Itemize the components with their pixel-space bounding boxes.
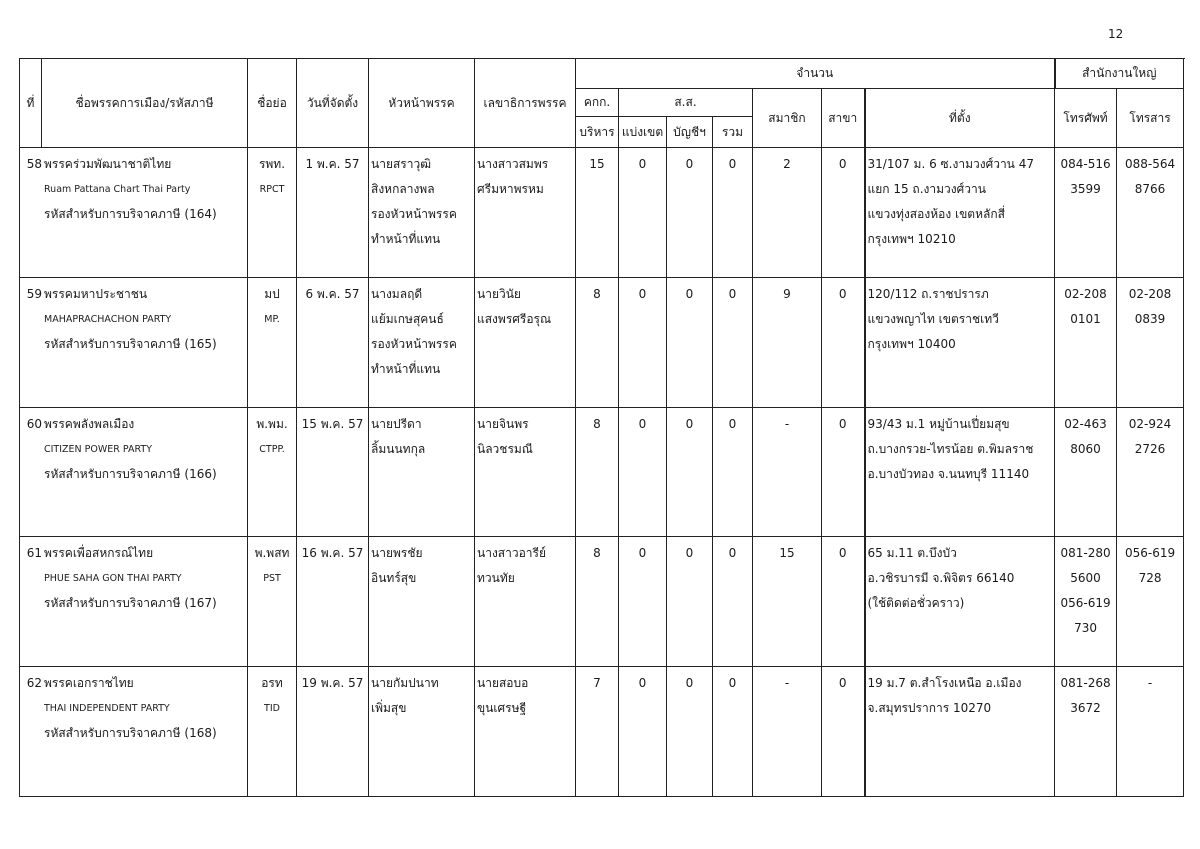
mp-district-value: 0 (638, 676, 647, 691)
mp-total-value: 0 (728, 546, 737, 561)
mp-district-cell (619, 667, 667, 797)
mp-total-cell (713, 148, 753, 278)
mp-total-value: 0 (728, 286, 737, 301)
abbr-cell (248, 407, 297, 537)
mp-district-cell (619, 148, 667, 278)
party-tax-code: รหัสสำหรับการบริจาคภาษี (165) (44, 336, 217, 351)
row-number: 61 (26, 546, 42, 561)
leader-line: ทำหน้าที่แทน (371, 232, 441, 246)
mp-list-cell (667, 407, 713, 537)
phone-line: 084-516 (1060, 157, 1111, 171)
secretary-line: ขุนเศรษฐี (477, 701, 527, 716)
committee-cell (576, 407, 619, 537)
mp-list-value: 0 (685, 157, 694, 171)
founded-cell (297, 277, 369, 407)
committee-cell (576, 277, 619, 407)
abbr-en: PST (263, 573, 281, 585)
branches-cell (822, 148, 865, 278)
committee-value: 8 (593, 416, 601, 431)
mp-list-cell (667, 148, 713, 278)
address-cell (865, 667, 1055, 797)
phone-line: 0101 (1070, 311, 1101, 326)
fax-line: 02-924 (1128, 416, 1172, 431)
branches-cell (822, 537, 865, 667)
founded-cell (297, 537, 369, 667)
leader-line: สิงหกลางพล (371, 182, 435, 196)
header-mp-group: ส.ส. (619, 89, 753, 117)
mp-district-value: 0 (638, 416, 647, 431)
party-name-th: พรรคเอกราชไทย (44, 676, 134, 691)
phone-cell (1055, 407, 1117, 537)
abbr-cell (248, 537, 297, 667)
header-members: สมาชิก (753, 89, 822, 148)
row-number-cell (20, 407, 248, 537)
mp-list-value: 0 (685, 676, 694, 691)
phone-line: 081-268 (1060, 676, 1111, 691)
address-line: 120/112 ถ.ราชปรารภ (867, 286, 989, 301)
header-hq-group: สำนักงานใหญ่ (1055, 59, 1184, 89)
fax-line: - (1147, 676, 1153, 691)
mp-total-cell (713, 407, 753, 537)
mp-list-value: 0 (685, 286, 694, 301)
abbr-en: MP. (264, 313, 280, 325)
party-name-en: MAHAPRACHACHON PARTY (44, 313, 172, 325)
leader-line: นางมลฤดี (371, 286, 423, 301)
mp-total-value: 0 (728, 157, 737, 171)
members-cell (753, 407, 822, 537)
secretary-line: แสงพรศรีอรุณ (477, 311, 552, 326)
abbr-cell (248, 277, 297, 407)
secretary-cell (475, 537, 576, 667)
branches-cell (822, 277, 865, 407)
header-phone: โทรศัพท์ (1055, 89, 1117, 148)
founded-cell (297, 667, 369, 797)
members-value: 9 (783, 286, 791, 301)
address-line: ถ.บางกรวย-ไทรน้อย ต.พิมลราช (867, 441, 1034, 456)
leader-cell (369, 407, 475, 537)
table-body (20, 148, 1184, 797)
mp-list-cell (667, 667, 713, 797)
phone-cell (1055, 537, 1117, 667)
committee-value: 15 (589, 157, 605, 171)
address-cell (865, 277, 1055, 407)
row-number: 60 (26, 416, 42, 431)
abbr-th: พ.พสท (254, 546, 290, 561)
fax-line: 056-619 (1124, 546, 1176, 561)
phone-line: 3672 (1070, 701, 1101, 716)
phone-cell (1055, 277, 1117, 407)
address-line: อ.บางบัวทอง จ.นนทบุรี 11140 (867, 466, 1030, 481)
address-line: 31/107 ม. 6 ซ.งามวงศ์วาน 47 (867, 157, 1034, 171)
fax-line: 728 (1138, 571, 1162, 586)
party-tax-code: รหัสสำหรับการบริจาคภาษี (164) (44, 207, 217, 221)
committee-cell (576, 148, 619, 278)
row-number-cell (20, 667, 248, 797)
phone-line: 730 (1074, 621, 1097, 636)
phone-cell (1055, 148, 1117, 278)
address-line: แขวงพญาไท เขตราชเทวี (867, 311, 999, 326)
header-mp-district: แบ่งเขต (619, 117, 667, 148)
branches-value: 0 (838, 286, 847, 301)
leader-line: รองหัวหน้าพรรค (371, 336, 457, 351)
leader-cell (369, 277, 475, 407)
fax-cell (1117, 277, 1184, 407)
phone-cell (1055, 667, 1117, 797)
abbr-th: มป (264, 286, 280, 301)
branches-value: 0 (838, 416, 847, 431)
party-name-th: พรรคร่วมพัฒนาชาติไทย (44, 157, 172, 171)
party-name-en: CITIZEN POWER PARTY (44, 443, 153, 455)
abbr-th: รพท. (258, 157, 286, 171)
leader-line: อินทร์สุข (371, 571, 417, 586)
abbr-cell (248, 148, 297, 278)
address-line: อ.วชิรบารมี จ.พิจิตร 66140 (867, 571, 1015, 586)
abbr-th: พ.พม. (256, 416, 288, 431)
abbr-en: CTPP. (259, 443, 285, 455)
secretary-line: นางสาวสมพร (477, 157, 549, 171)
members-cell (753, 667, 822, 797)
leader-line: เพิ่มสุข (371, 701, 407, 716)
mp-total-cell (713, 537, 753, 667)
abbr-th: อรท (261, 676, 283, 691)
mp-list-cell (667, 277, 713, 407)
table-row (20, 148, 1184, 278)
fax-cell (1117, 537, 1184, 667)
mp-total-cell (713, 667, 753, 797)
page-number: 12 (1108, 27, 1124, 41)
members-value: 15 (779, 546, 795, 561)
address-line: 65 ม.11 ต.บึงบัว (867, 546, 957, 561)
secretary-cell (475, 667, 576, 797)
address-line: แขวงทุ่งสองห้อง เขตหลักสี่ (867, 207, 1005, 221)
address-cell (865, 537, 1055, 667)
secretary-cell (475, 148, 576, 278)
secretary-line: นายวินัย (477, 286, 521, 301)
header-party-name: ชื่อพรรคการเมือง/รหัสภาษี (42, 59, 248, 148)
row-number-cell (20, 148, 248, 278)
members-cell (753, 148, 822, 278)
header-founded: วันที่จัดตั้ง (297, 59, 369, 148)
branches-value: 0 (838, 546, 847, 561)
party-tax-code: รหัสสำหรับการบริจาคภาษี (167) (44, 596, 217, 611)
committee-cell (576, 537, 619, 667)
branches-cell (822, 407, 865, 537)
fax-line: 088-564 (1124, 157, 1176, 171)
leader-cell (369, 148, 475, 278)
party-tax-code: รหัสสำหรับการบริจาคภาษี (168) (44, 726, 217, 741)
mp-list-cell (667, 537, 713, 667)
secretary-line: นายสอบอ (477, 676, 529, 691)
header-branches: สาขา (822, 89, 865, 148)
fax-cell (1117, 148, 1184, 278)
header-fax: โทรสาร (1117, 89, 1184, 148)
header-secretary: เลขาธิการพรรค (475, 59, 576, 148)
mp-total-value: 0 (728, 676, 737, 691)
party-name-en: PHUE SAHA GON THAI PARTY (44, 573, 182, 585)
header-leader: หัวหน้าพรรค (369, 59, 475, 148)
address-line: แยก 15 ถ.งามวงศ์วาน (867, 182, 986, 196)
fax-line: 0839 (1134, 311, 1166, 326)
row-number: 58 (26, 157, 42, 171)
mp-district-cell (619, 537, 667, 667)
members-value: - (784, 676, 790, 691)
mp-total-cell (713, 277, 753, 407)
branches-value: 0 (838, 157, 847, 171)
header-committee: คกก. (576, 89, 619, 117)
address-line: 19 ม.7 ต.สำโรงเหนือ อ.เมือง (867, 676, 1022, 691)
leader-line: รองหัวหน้าพรรค (371, 207, 457, 221)
leader-line: นายกัมปนาท (371, 676, 439, 691)
address-line: กรุงเทพฯ 10400 (867, 336, 956, 351)
mp-district-value: 0 (638, 286, 647, 301)
founded-cell (297, 407, 369, 537)
leader-cell (369, 667, 475, 797)
table-row (20, 277, 1184, 407)
table-row (20, 537, 1184, 667)
address-cell (865, 148, 1055, 278)
header-mp-list: บัญชีฯ (667, 117, 713, 148)
abbr-cell (248, 667, 297, 797)
party-name-th: พรรคมหาประชาชน (44, 286, 148, 301)
address-line: (ใช้ติดต่อชั่วคราว) (867, 596, 965, 611)
members-value: - (784, 416, 790, 431)
abbr-en: RPCT (259, 184, 285, 195)
fax-line: 8766 (1134, 182, 1166, 196)
row-number: 62 (26, 676, 42, 691)
party-name-en: THAI INDEPENDENT PARTY (44, 703, 170, 715)
committee-value: 7 (593, 676, 601, 691)
secretary-line: นายจินพร (477, 416, 529, 431)
row-number-cell (20, 537, 248, 667)
mp-district-value: 0 (638, 157, 647, 171)
mp-district-value: 0 (638, 546, 647, 561)
leader-line: นายสราวุฒิ (371, 157, 432, 171)
committee-value: 8 (593, 286, 601, 301)
address-line: จ.สมุทรปราการ 10270 (867, 701, 992, 716)
members-cell (753, 277, 822, 407)
founded-date: 16 พ.ค. 57 (301, 546, 364, 561)
leader-line: นายปรีดา (371, 416, 422, 431)
secretary-cell (475, 277, 576, 407)
mp-list-value: 0 (685, 416, 694, 431)
header-no: ที่ (20, 59, 42, 148)
fax-cell (1117, 667, 1184, 797)
fax-cell (1117, 407, 1184, 537)
fax-line: 2726 (1134, 441, 1166, 456)
address-line: 93/43 ม.1 หมู่บ้านเปี่ยมสุข (867, 416, 1010, 431)
address-line: กรุงเทพฯ 10210 (867, 232, 956, 246)
phone-line: 02-463 (1064, 416, 1107, 431)
branches-value: 0 (838, 676, 847, 691)
address-cell (865, 407, 1055, 537)
members-value: 2 (783, 157, 791, 171)
secretary-line: นิลวชรมณี (477, 441, 533, 456)
abbr-en: TID (264, 703, 280, 715)
branches-cell (822, 667, 865, 797)
secretary-line: ทวนทัย (477, 571, 515, 586)
party-table (19, 58, 1184, 797)
members-cell (753, 537, 822, 667)
party-tax-code: รหัสสำหรับการบริจาคภาษี (166) (44, 466, 217, 481)
table-row (20, 407, 1184, 537)
secretary-cell (475, 407, 576, 537)
phone-line: 02-208 (1064, 286, 1107, 301)
mp-district-cell (619, 407, 667, 537)
phone-line: 5600 (1070, 571, 1101, 586)
leader-line: นายพรชัย (371, 546, 423, 561)
fax-line: 02-208 (1128, 286, 1172, 301)
header-abbr: ชื่อย่อ (248, 59, 297, 148)
phone-line: 081-280 (1060, 546, 1111, 561)
mp-list-value: 0 (685, 546, 694, 561)
header-mp-total: รวม (713, 117, 753, 148)
leader-cell (369, 537, 475, 667)
party-name-en: Ruam Pattana Chart Thai Party (44, 184, 191, 195)
party-name-th: พรรคพลังพลเมือง (44, 416, 135, 431)
committee-cell (576, 667, 619, 797)
party-name-th: พรรคเพื่อสหกรณ์ไทย (44, 546, 154, 561)
phone-line: 056-619 (1060, 596, 1111, 611)
mp-total-value: 0 (728, 416, 737, 431)
row-number: 59 (26, 286, 42, 301)
founded-cell (297, 148, 369, 278)
leader-line: ลิ้มนนทกุล (371, 441, 426, 456)
founded-date: 1 พ.ค. 57 (305, 157, 360, 171)
founded-date: 19 พ.ค. 57 (301, 676, 364, 691)
header-count-group: จำนวน (576, 59, 1055, 89)
table-row (20, 667, 1184, 797)
founded-date: 15 พ.ค. 57 (301, 416, 364, 431)
header-committee-sub: บริหาร (576, 117, 619, 148)
phone-line: 8060 (1070, 441, 1101, 456)
leader-line: ทำหน้าที่แทน (371, 361, 441, 376)
phone-line: 3599 (1070, 182, 1101, 196)
secretary-line: ศรีมหาพรหม (477, 182, 544, 196)
mp-district-cell (619, 277, 667, 407)
committee-value: 8 (593, 546, 601, 561)
secretary-line: นางสาวอารีย์ (477, 546, 547, 561)
row-number-cell (20, 277, 248, 407)
leader-line: แย้มเกษสุคนธ์ (371, 311, 444, 326)
header-address: ที่ตั้ง (865, 89, 1055, 148)
founded-date: 6 พ.ค. 57 (305, 286, 360, 301)
